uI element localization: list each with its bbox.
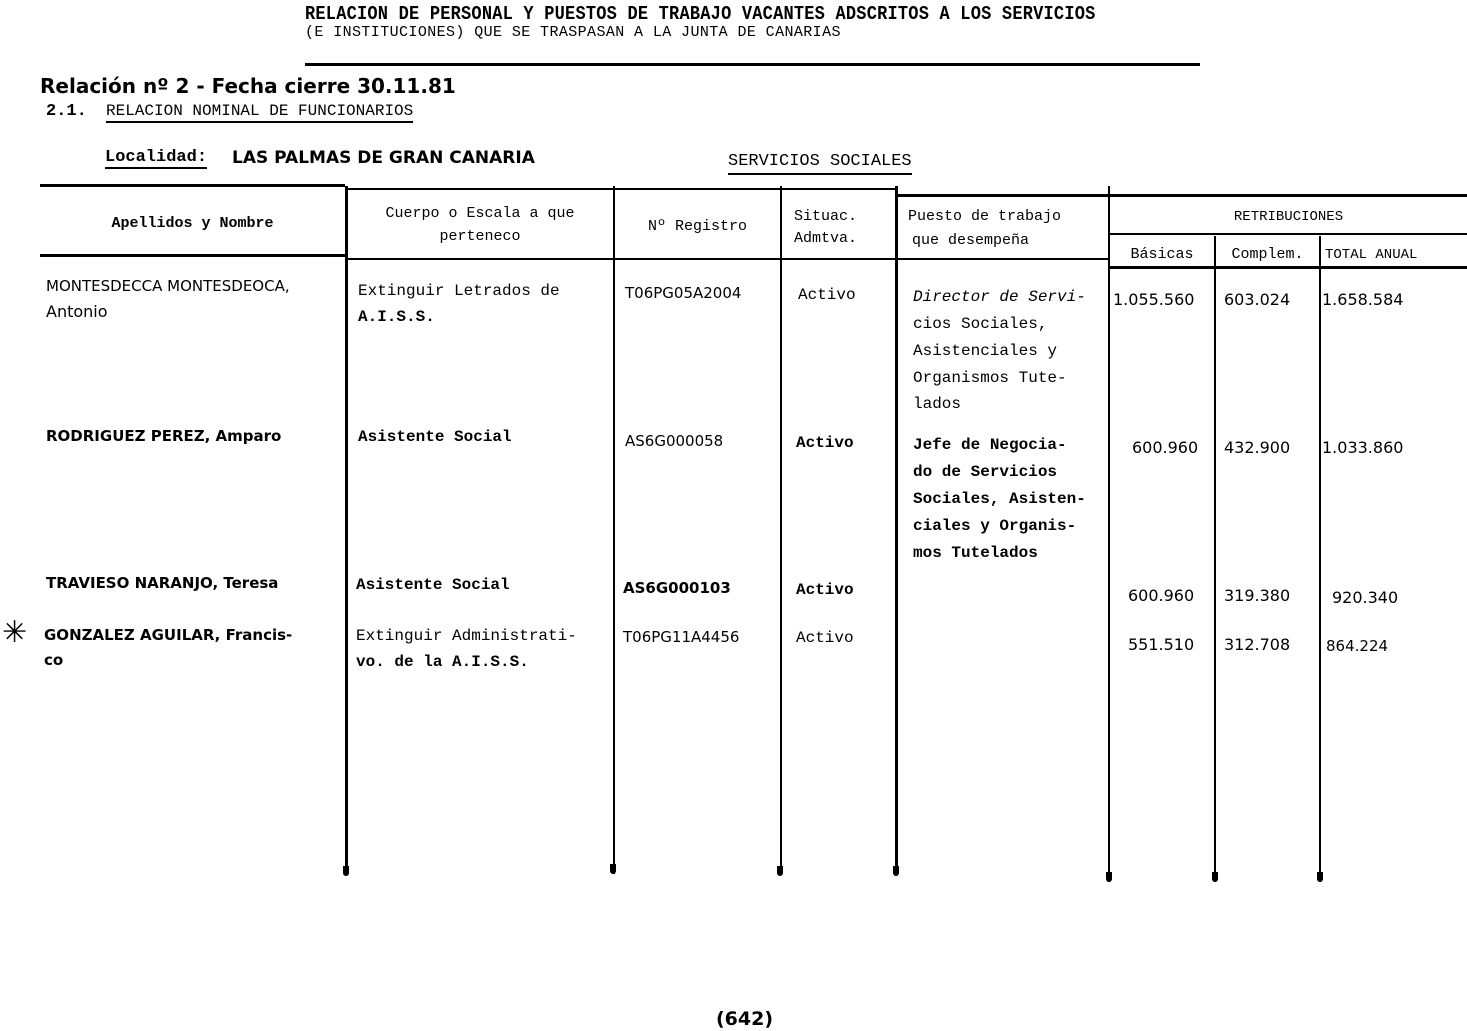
row-cuerpo: Extinguir Administrati- <box>356 627 577 645</box>
row-basicas: 600.960 <box>1132 438 1199 457</box>
row-nombre-cont: co <box>44 651 64 669</box>
row-registro: AS6G000058 <box>625 432 724 450</box>
column-divider <box>1214 236 1216 882</box>
row-total: 920.340 <box>1332 588 1399 607</box>
row-puesto: cios Sociales, <box>913 315 1048 333</box>
row-nombre: GONZALEZ AGUILAR, Francis- <box>44 626 293 644</box>
row-puesto: Asistenciales y <box>913 342 1058 360</box>
row-puesto: do de Servicios <box>913 463 1058 481</box>
header-cuerpo-line1: Cuerpo o Escala a que <box>385 205 575 222</box>
column-divider <box>1108 186 1110 882</box>
row-registro: T06PG05A2004 <box>625 284 742 302</box>
row-nombre: RODRIGUEZ PEREZ, Amparo <box>46 427 282 445</box>
header-total-anual: TOTAL ANUAL <box>1325 247 1418 263</box>
row-basicas: 1.055.560 <box>1113 290 1195 309</box>
row-nombre: MONTESDECCA MONTESDEOCA, <box>46 277 290 295</box>
header-puesto-line2: que desempeña <box>912 232 1030 249</box>
row-cuerpo: Asistente Social <box>356 576 510 594</box>
column-divider <box>613 186 615 874</box>
column-divider <box>1319 236 1321 882</box>
row-puesto: Director de Servi- <box>913 288 1086 306</box>
row-situacion: Activo <box>798 286 856 304</box>
header-bottom-rule-mid <box>345 258 1110 260</box>
row-total: 1.658.584 <box>1322 290 1404 309</box>
page-number: (642) <box>716 1008 774 1030</box>
header-complem: Complem. <box>1231 246 1304 263</box>
row-situacion: Activo <box>796 581 854 599</box>
row-cuerpo-cont: A.I.S.S. <box>358 308 435 326</box>
localidad-value: LAS PALMAS DE GRAN CANARIA <box>232 148 535 168</box>
row-complem: 603.024 <box>1224 290 1291 309</box>
document-title-line2: (E INSTITUCIONES) QUE SE TRASPASAN A LA JUNTA DE CANARIAS <box>305 24 841 41</box>
row-basicas: 551.510 <box>1128 635 1195 654</box>
row-complem: 312.708 <box>1224 635 1291 654</box>
asterisk-mark-icon: ✳ <box>2 615 28 650</box>
header-apellidos-nombre: Apellidos y Nombre <box>111 215 274 232</box>
row-nombre-cont: Antonio <box>46 302 108 321</box>
table-top-rule <box>40 184 345 187</box>
row-cuerpo: Asistente Social <box>358 428 512 446</box>
row-total: 864.224 <box>1326 637 1389 655</box>
title-underline <box>305 63 1200 66</box>
column-divider <box>345 186 348 874</box>
row-puesto: Organismos Tute- <box>913 369 1067 387</box>
row-complem: 432.900 <box>1224 438 1291 457</box>
header-registro: Nº Registro <box>647 218 748 235</box>
document-title-line1: RELACION DE PERSONAL Y PUESTOS DE TRABAJO VACANTES ADSCRITOS A LOS SERVICIOS <box>305 4 1096 26</box>
row-complem: 319.380 <box>1224 586 1291 605</box>
row-puesto: ciales y Organis- <box>913 517 1077 535</box>
row-total: 1.033.860 <box>1322 438 1404 457</box>
column-divider <box>895 186 898 874</box>
column-divider <box>780 186 782 874</box>
row-registro: AS6G000103 <box>623 579 731 597</box>
header-basicas: Básicas <box>1130 246 1194 263</box>
row-registro: T06PG11A4456 <box>623 628 740 646</box>
header-puesto-line1: Puesto de trabajo <box>908 208 1062 225</box>
header-situacion-line1: Situac. <box>794 208 858 225</box>
table-top-rule-mid <box>345 188 895 190</box>
relacion-line: Relación nº 2 - Fecha cierre 30.11.81 <box>40 74 456 98</box>
row-situacion: Activo <box>796 629 854 647</box>
header-bottom-rule-left <box>40 254 345 257</box>
row-basicas: 600.960 <box>1128 586 1195 605</box>
section-title: RELACION NOMINAL DE FUNCIONARIOS <box>106 102 413 123</box>
section-number: 2.1. <box>46 102 87 121</box>
row-situacion: Activo <box>796 434 854 452</box>
header-situacion-line2: Admtva. <box>794 230 858 247</box>
retribuciones-divider <box>1110 233 1467 235</box>
row-puesto: mos Tutelados <box>913 544 1038 562</box>
row-puesto: lados <box>913 395 962 413</box>
row-cuerpo-cont: vo. de la A.I.S.S. <box>356 653 529 671</box>
servicio-name: SERVICIOS SOCIALES <box>728 152 912 175</box>
localidad-label: Localidad: <box>105 148 208 167</box>
row-cuerpo: Extinguir Letrados de <box>358 282 560 300</box>
header-retribuciones: RETRIBUCIONES <box>1233 209 1344 225</box>
table-top-rule-right <box>895 194 1467 197</box>
header-cuerpo-line2: perteneco <box>439 228 521 245</box>
row-puesto: Sociales, Asisten- <box>913 490 1086 508</box>
row-nombre: TRAVIESO NARANJO, Teresa <box>46 574 279 592</box>
row-puesto: Jefe de Negocia- <box>913 436 1067 454</box>
